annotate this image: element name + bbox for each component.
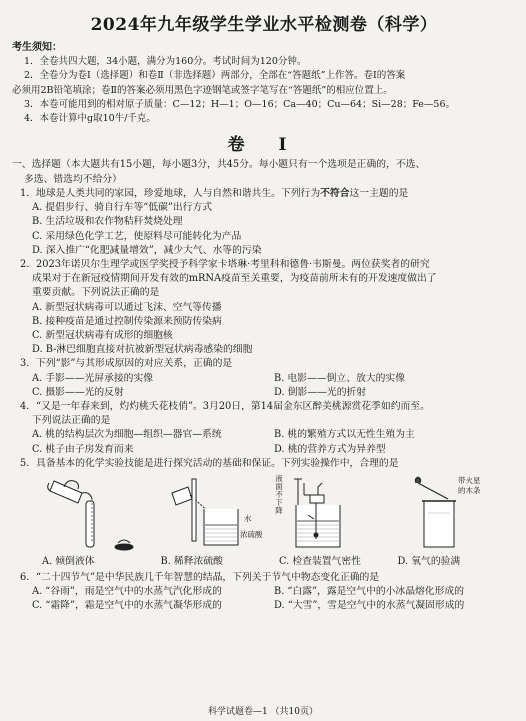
option: D. 深入推广“化肥减量增效”，减少大气、水等的污染 <box>32 244 262 256</box>
figure-caption: A. 倾倒液体 <box>42 555 95 567</box>
option: A. 新型冠状病毒可以通过飞沫、空气等传播 <box>32 301 222 313</box>
notice-item: 必须用2B铅笔填涂；卷Ⅱ的答案必须用黑色字迹钢笔或签字笔写在“答题纸”的相应位置上。 <box>12 84 393 96</box>
volume-title: 卷 Ⅰ <box>227 135 301 156</box>
oxygen-test-illustration <box>388 473 506 555</box>
figure-caption: B. 稀释浓硫酸 <box>160 555 223 567</box>
option: B. 生活垃圾和农作物秸秆焚烧处理 <box>32 216 183 228</box>
question-3-stem: 3．下列“影”与其形成原因的对应关系，正确的是 <box>20 358 233 370</box>
water-label: 水 <box>244 513 252 523</box>
label-line: 降 <box>275 505 283 515</box>
notice-item: 3．本卷可能用到的相对原子质量：C—12；H—1；O—16；Ca—40；Cu—64；Si—28；Fe—56。 <box>24 98 456 110</box>
figure-captions <box>12 555 516 569</box>
label-line: 不 <box>275 489 283 499</box>
stem-text: 1．地球是人类共同的家园，珍爱地球，人与自然和谐共生。下列行为 <box>20 187 321 199</box>
notice-item: 2．全卷分为卷Ⅰ（选择题）和卷Ⅱ（非选择题）两部分，全部在“答题纸”上作答。卷Ⅰ的答案 <box>24 70 406 82</box>
option: D. “大雪”，雪是空气中的水蒸气凝固形成的 <box>274 600 465 612</box>
option-row <box>12 443 516 457</box>
label-line: 下 <box>275 497 283 507</box>
notice-heading: 考生须知： <box>12 42 62 53</box>
option: A. 桃的结构层次为细胞—组织—器官—系统 <box>32 429 222 441</box>
option: C. 摄影——光的反射 <box>32 386 124 398</box>
pouring-liquid-illustration <box>34 473 152 555</box>
question-4-stem: 下列说法正确的是 <box>32 415 111 427</box>
question-5-stem: 5．具备基本的化学实验技能是进行探究活动的基础和保证。下列实验操作中，合理的是 <box>20 457 399 469</box>
figure-pouring-liquid <box>34 473 152 555</box>
figure-caption: C. 检查装置气密性 <box>279 555 361 567</box>
page-footer: 科学试题卷—1 （共10页） <box>207 707 319 717</box>
option: D. 桃的营养方式为异养型 <box>274 443 386 455</box>
question-2-stem: 2．2023年诺贝尔生理学或医学奖授予科学家卡塔琳·考里科和德鲁·韦斯曼。两位获奖者的研究 <box>20 258 430 270</box>
option-row <box>12 386 516 400</box>
option-row <box>12 372 516 386</box>
option-row <box>12 599 516 613</box>
experiment-figures <box>12 473 516 555</box>
airtightness-illustration <box>270 473 388 555</box>
option: B. 桃的繁殖方式以无性生殖为主 <box>274 429 415 441</box>
question-4-stem: 4．“又是一年春来到，灼灼桃夭花枝俏”。3月20日，第14届金东区醉美桃源赏花季如约而至。 <box>20 400 430 412</box>
option: C. “霜降”，霜是空气中的水蒸气凝华形成的 <box>32 600 222 612</box>
acid-label: 浓硫酸 <box>240 529 263 539</box>
stem-emphasis: 不符合 <box>320 187 350 199</box>
section-heading <box>12 158 516 186</box>
exam-notice <box>12 41 516 126</box>
glowing-stick-label: 带火星 <box>458 475 481 485</box>
option: C. 采用绿色化学工艺，使原料尽可能转化为产品 <box>32 230 242 242</box>
glowing-stick-label: 的木条 <box>458 485 481 495</box>
option-row <box>12 585 516 599</box>
option: A. 提倡步行、骑自行车等“低碳”出行方式 <box>32 202 213 214</box>
figure-caption: D. 氧气的验满 <box>397 555 461 567</box>
option: B. 接种疫苗是通过控制传染源来预防传染病 <box>32 315 222 327</box>
label-line: 液面 <box>275 473 283 491</box>
question-6-stem: 6．“二十四节气”是中华民族几千年智慧的结晶，下列关于节气中物态变化正确的是 <box>20 571 380 583</box>
section-line: 多选、错选均不给分） <box>24 173 122 185</box>
option: D. B-淋巴细胞直接对抗被新型冠状病毒感染的细胞 <box>32 344 253 356</box>
section-line: 一、选择题（本大题共有15小题，每小题3分，共45分。每小题只有一个选项是正确的，不选、 <box>12 159 426 171</box>
option: A. “谷雨”，雨是空气中的水蒸气汽化形成的 <box>32 586 222 598</box>
option: D. 倒影——光的折射 <box>274 386 367 398</box>
option: C. 新型冠状病毒有成形的细胞核 <box>32 329 173 341</box>
figure-diluting-acid <box>152 473 270 555</box>
figure-airtightness <box>270 473 388 555</box>
option: B. “白露”，露是空气中的小冰晶熔化形成的 <box>274 586 464 598</box>
diluting-acid-illustration <box>152 473 270 555</box>
option: A. 手影——光屏承接的实像 <box>32 372 154 384</box>
question-1-stem <box>12 187 516 201</box>
page-title: 2024年九年级学生学业水平检测卷（科学） <box>90 15 438 35</box>
notice-item: 4．本卷计算中g取10牛/千克。 <box>24 113 156 125</box>
notice-item: 1．全卷共四大题，34小题，满分为160分。考试时间为120分钟。 <box>24 56 307 67</box>
stem-text: 这一主题的是 <box>349 187 409 199</box>
option: B. 电影——倒立、放大的实像 <box>274 372 405 384</box>
question-2-stem: 重要贡献。下列说法正确的是 <box>32 287 160 299</box>
option: C. 桃子由子房发育而来 <box>32 443 134 455</box>
question-2-stem: 成果对于在新冠疫情期间开发有效的mRNA疫苗至关重要，为疫苗前所未有的开发速度做出了 <box>32 273 437 285</box>
option-row <box>12 428 516 442</box>
figure-oxygen-test <box>388 473 506 555</box>
